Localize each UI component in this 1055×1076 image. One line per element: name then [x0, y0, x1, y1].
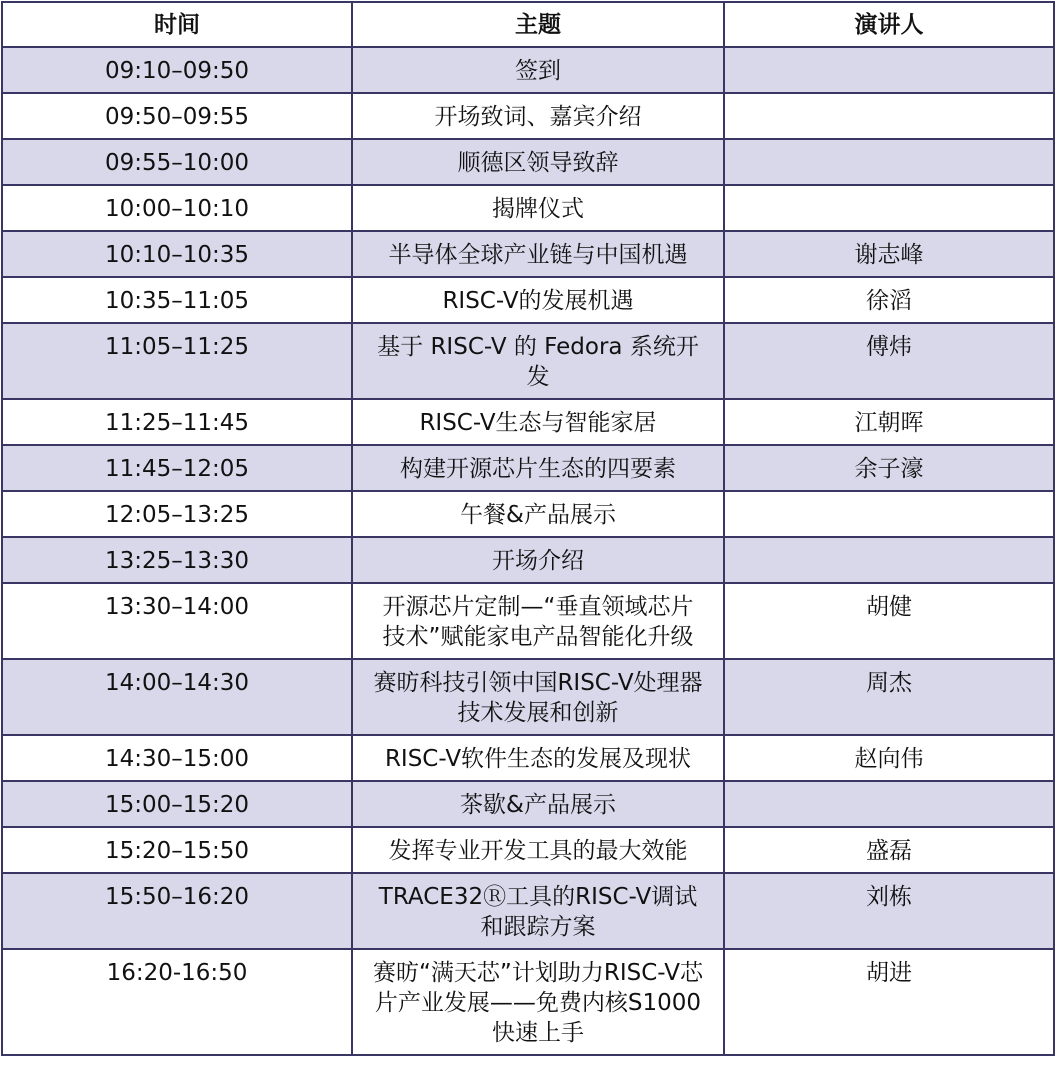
table-row [2, 537, 1054, 583]
time-cell: 12:05–13:25 [2, 491, 352, 537]
topic-cell [352, 659, 724, 735]
topic-text: RISC-V生态与智能家居 [419, 410, 657, 436]
topic-cell [352, 583, 724, 659]
speaker-cell: 胡健 [724, 583, 1054, 659]
table-row [2, 781, 1054, 827]
table-row [2, 445, 1054, 491]
topic-cell [352, 827, 724, 873]
speaker-cell [724, 537, 1054, 583]
topic-text: 构建开源芯片生态的四要素 [400, 456, 676, 482]
time-cell: 09:50–09:55 [2, 93, 352, 139]
topic-cell [352, 491, 724, 537]
topic-cell [352, 139, 724, 185]
speaker-cell [724, 93, 1054, 139]
time-cell: 13:25–13:30 [2, 537, 352, 583]
topic-text: 赛昉“满天芯”计划助力RISC-V芯片产业发展——免费内核S1000快速上手 [373, 960, 703, 1046]
time-cell: 14:30–15:00 [2, 735, 352, 781]
speaker-cell: 余子濠 [724, 445, 1054, 491]
topic-cell [352, 47, 724, 93]
topic-text: 赛昉科技引领中国RISC-V处理器技术发展和创新 [373, 670, 703, 726]
topic-text: 开场致词、嘉宾介绍 [434, 104, 642, 130]
agenda-body [2, 47, 1054, 1055]
topic-cell [352, 873, 724, 949]
time-cell: 16:20-16:50 [2, 949, 352, 1055]
topic-text: RISC-V的发展机遇 [442, 288, 634, 314]
topic-text: RISC-V软件生态的发展及现状 [384, 746, 692, 772]
topic-cell [352, 445, 724, 491]
topic-cell [352, 399, 724, 445]
speaker-cell [724, 139, 1054, 185]
table-row [2, 231, 1054, 277]
speaker-cell: 徐滔 [724, 277, 1054, 323]
table-row [2, 873, 1054, 949]
topic-text: 基于 RISC-V 的 Fedora 系统开发 [377, 334, 699, 390]
time-cell: 09:10–09:50 [2, 47, 352, 93]
time-cell: 15:20–15:50 [2, 827, 352, 873]
topic-cell [352, 537, 724, 583]
speaker-cell: 江朝晖 [724, 399, 1054, 445]
speaker-cell: 盛磊 [724, 827, 1054, 873]
topic-text: TRACE32Ⓡ工具的RISC-V调试和跟踪方案 [378, 884, 698, 940]
topic-text: 午餐&产品展示 [460, 502, 616, 528]
topic-text: 开场介绍 [492, 548, 584, 574]
speaker-cell: 刘栋 [724, 873, 1054, 949]
speaker-cell [724, 491, 1054, 537]
topic-text: 签到 [515, 58, 561, 84]
table-row [2, 399, 1054, 445]
table-row [2, 277, 1054, 323]
time-cell: 10:00–10:10 [2, 185, 352, 231]
topic-text: 顺德区领导致辞 [457, 150, 619, 176]
time-cell: 10:35–11:05 [2, 277, 352, 323]
header-speaker: 演讲人 [724, 2, 1054, 47]
speaker-cell: 赵向伟 [724, 735, 1054, 781]
topic-cell [352, 93, 724, 139]
topic-cell [352, 735, 724, 781]
topic-text: 开源芯片定制—“垂直领域芯片技术”赋能家电产品智能化升级 [382, 594, 694, 650]
table-row [2, 139, 1054, 185]
topic-text: 茶歇&产品展示 [460, 792, 616, 818]
time-cell: 13:30–14:00 [2, 583, 352, 659]
time-cell: 14:00–14:30 [2, 659, 352, 735]
table-row [2, 93, 1054, 139]
topic-cell [352, 781, 724, 827]
topic-text: 发挥专业开发工具的最大效能 [388, 838, 688, 864]
topic-cell [352, 185, 724, 231]
time-cell: 11:25–11:45 [2, 399, 352, 445]
header-topic: 主题 [352, 2, 724, 47]
time-cell: 09:55–10:00 [2, 139, 352, 185]
table-row [2, 323, 1054, 399]
speaker-cell [724, 47, 1054, 93]
table-row [2, 735, 1054, 781]
time-cell: 11:45–12:05 [2, 445, 352, 491]
topic-text: 揭牌仪式 [492, 196, 584, 222]
speaker-cell [724, 185, 1054, 231]
time-cell: 15:50–16:20 [2, 873, 352, 949]
time-cell: 15:00–15:20 [2, 781, 352, 827]
table-row [2, 827, 1054, 873]
topic-cell [352, 949, 724, 1055]
header-row [2, 2, 1054, 47]
agenda-table [1, 1, 1055, 1056]
speaker-cell: 谢志峰 [724, 231, 1054, 277]
topic-text: 半导体全球产业链与中国机遇 [388, 242, 688, 268]
speaker-cell: 周杰 [724, 659, 1054, 735]
speaker-cell [724, 781, 1054, 827]
topic-cell [352, 323, 724, 399]
topic-cell [352, 231, 724, 277]
topic-cell [352, 277, 724, 323]
table-row [2, 185, 1054, 231]
header-time: 时间 [2, 2, 352, 47]
speaker-cell: 胡进 [724, 949, 1054, 1055]
time-cell: 11:05–11:25 [2, 323, 352, 399]
table-row [2, 583, 1054, 659]
table-row [2, 659, 1054, 735]
table-row [2, 491, 1054, 537]
time-cell: 10:10–10:35 [2, 231, 352, 277]
table-row [2, 47, 1054, 93]
table-row [2, 949, 1054, 1055]
speaker-cell: 傅炜 [724, 323, 1054, 399]
